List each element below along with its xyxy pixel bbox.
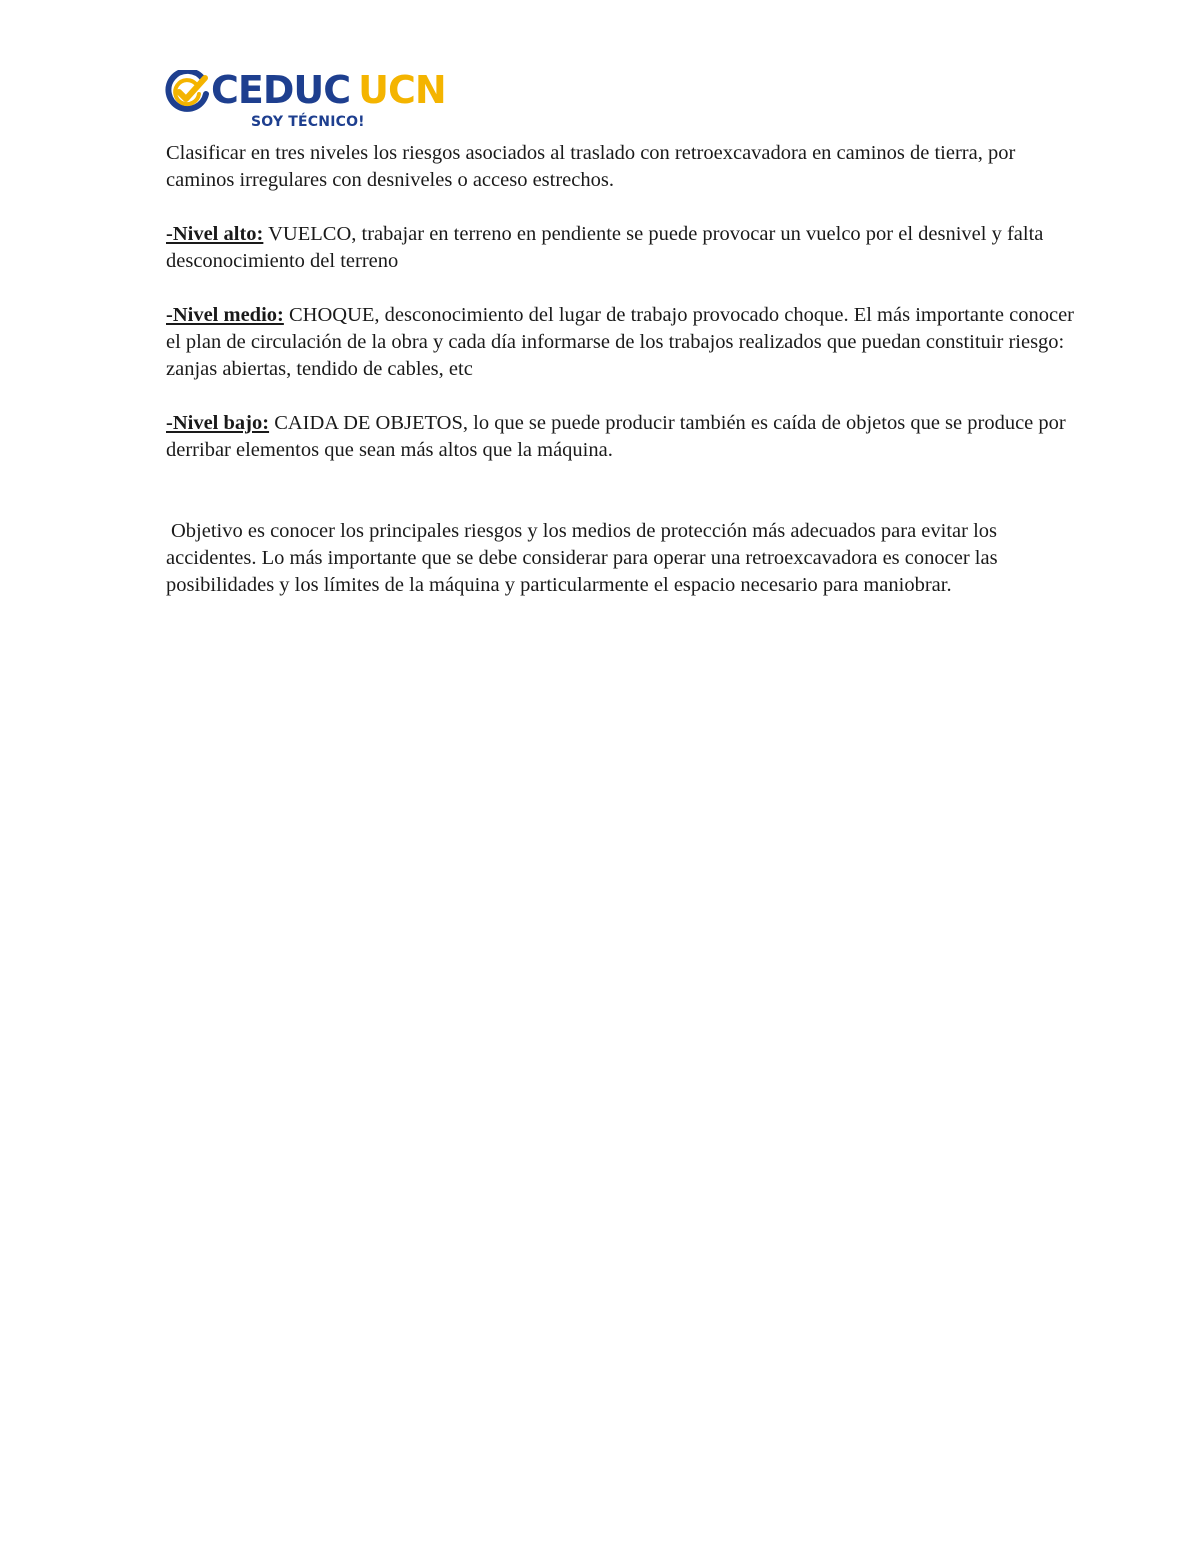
level-high-label: -Nivel alto: <box>166 223 264 245</box>
logo-word-ceduc: CEDUC <box>211 68 351 112</box>
level-medium-label: -Nivel medio: <box>166 304 284 326</box>
level-high-paragraph <box>166 221 1086 275</box>
level-low-label: -Nivel bajo: <box>166 412 270 434</box>
objective-paragraph: Objetivo es conocer los principales riesgos y los medios de protección más adecuados para evitar los accidentes. Lo más importante que se debe considerar para operar una retroexcavadora es conocer las posibilidades y los límites de la máquina y particularmente el espacio necesario para maniobrar. <box>166 520 998 596</box>
logo-tagline: SOY TÉCNICO! <box>251 114 365 130</box>
check-circle-logo-icon <box>165 70 209 114</box>
intro-paragraph: Clasificar en tres niveles los riesgos asociados al traslado con retroexcavadora en caminos de tierra, por caminos irregulares con desniveles o acceso estrechos. <box>166 142 1016 191</box>
logo-wordmark <box>211 64 446 116</box>
logo-word-ucn: UCN <box>358 68 446 112</box>
level-low-paragraph <box>166 410 1086 464</box>
level-high-text: VUELCO, trabajar en terreno en pendiente se puede provocar un vuelco por el desnivel y falta desconocimiento del terreno <box>166 223 1044 272</box>
level-low-text: CAIDA DE OBJETOS, lo que se puede producir también es caída de objetos que se produce por derribar elementos que sean más altos que la máquina. <box>166 412 1066 461</box>
document-body <box>166 140 1086 626</box>
level-medium-paragraph <box>166 302 1086 383</box>
ceduc-ucn-logo <box>165 68 445 134</box>
level-medium-text: CHOQUE, desconocimiento del lugar de trabajo provocado choque. El más importante conocer el plan de circulación de la obra y cada día informarse de los trabajos realizados que puedan constituir riesgo: zanjas abiertas, tendido de cables, etc <box>166 304 1075 380</box>
